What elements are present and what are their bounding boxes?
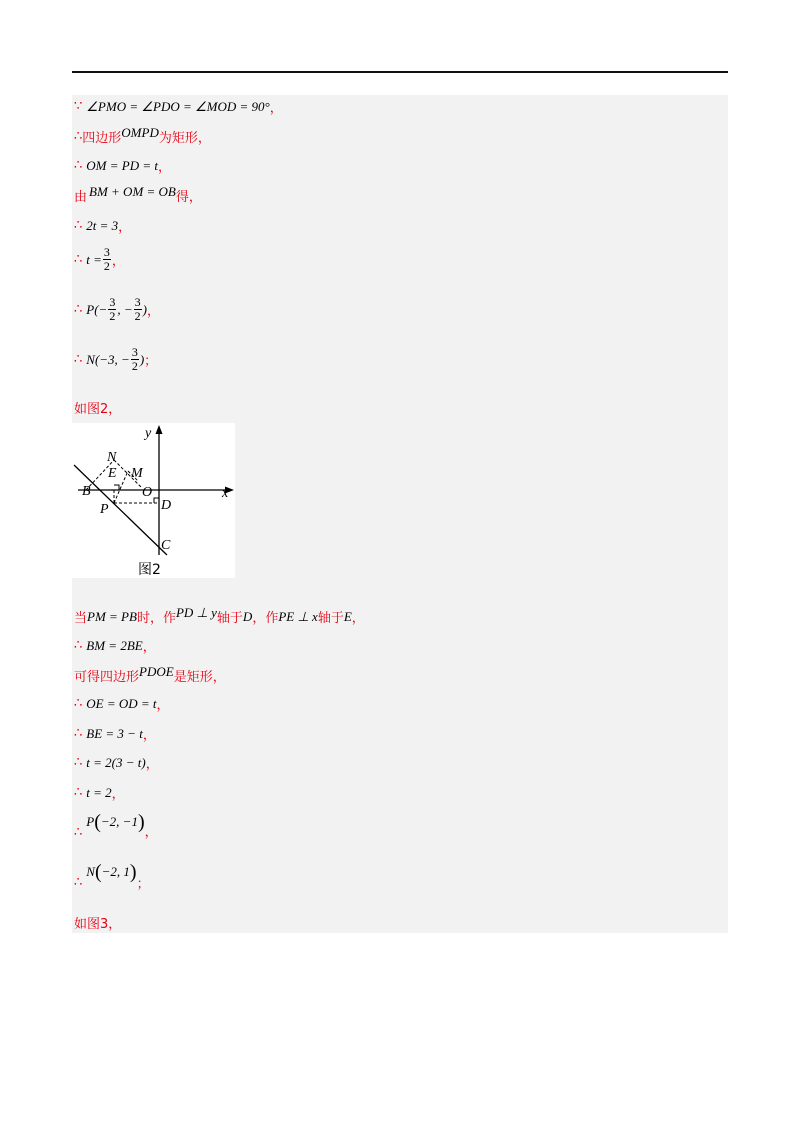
solution-line-2 [74, 124, 211, 146]
label-b: B [82, 484, 91, 499]
math-expression: t = [86, 251, 102, 267]
therefore-symbol: ∴ [74, 755, 83, 770]
fraction-numerator: 3 [134, 295, 141, 309]
fraction-denominator: 2 [109, 309, 116, 323]
math-expression: P(− [86, 301, 108, 317]
line-text: 是矩形， [173, 670, 226, 685]
geometry-figure-2 [72, 423, 235, 578]
punctuation: ， [269, 101, 283, 116]
figure-caption: 图2 [138, 562, 161, 578]
punctuation: ， [156, 698, 170, 713]
solution-line-18 [74, 861, 150, 892]
math-expression: ) [139, 351, 145, 367]
solution-line-14 [74, 724, 156, 743]
figure-reference: 如图3， [74, 917, 122, 932]
open-paren: ( [94, 861, 102, 883]
header-rule [72, 71, 728, 73]
line-text: 当 [74, 611, 88, 626]
solution-line-4 [74, 183, 202, 205]
solution-line-8 [74, 346, 157, 373]
line-text: 轴于 [317, 611, 344, 626]
line-text: 轴于 [216, 611, 243, 626]
close-paren: ) [137, 811, 145, 833]
punctuation: ， [142, 640, 156, 655]
math-expression: P [86, 814, 95, 829]
label-n: N [107, 450, 117, 465]
math-expression: , − [117, 301, 133, 317]
therefore-symbol: ∴ [74, 252, 83, 267]
solution-line-7 [74, 296, 160, 323]
solution-line-5 [74, 216, 131, 235]
solution-line-17 [74, 811, 158, 840]
math-expression: N [86, 864, 95, 879]
open-paren: ( [94, 811, 101, 833]
math-expression: PDOE [139, 663, 174, 679]
punctuation: ， [111, 254, 125, 269]
therefore-symbol: ∴ [74, 218, 83, 233]
fraction-numerator: 3 [109, 295, 116, 309]
punctuation: ， [145, 757, 159, 772]
line-text: 得， [175, 190, 202, 205]
therefore-symbol: ∴ [74, 874, 83, 890]
label-y: y [145, 426, 152, 441]
fraction [131, 346, 139, 373]
punctuation: ， [157, 160, 171, 175]
fraction-denominator: 2 [134, 309, 141, 323]
therefore-symbol: ∴ [74, 696, 83, 711]
right-angle-mark-e [114, 485, 119, 490]
punctuation: ； [136, 876, 150, 892]
figure-svg [72, 423, 235, 578]
therefore-symbol: ∴ [74, 129, 83, 144]
line-text: 为矩形， [158, 131, 211, 146]
punctuation: ， [144, 824, 158, 840]
math-expression: PE ⊥ x [278, 608, 318, 624]
line-text: ，作 [252, 611, 279, 626]
solution-line-13 [74, 694, 170, 713]
therefore-symbol: ∴ [74, 158, 83, 173]
math-expression: BE = 3 − t [86, 725, 143, 741]
line-text: 可得四边形 [74, 670, 140, 685]
math-expression: 2t = 3 [86, 217, 119, 233]
punctuation: ， [142, 728, 156, 743]
label-m: M [131, 466, 143, 481]
solution-line-15 [74, 753, 159, 772]
close-paren: ) [129, 861, 137, 883]
math-expression: BM + OM = OB [89, 183, 176, 199]
solution-line-19 [74, 913, 121, 932]
math-expression: OMPD [121, 124, 159, 140]
solution-line-12 [74, 663, 226, 685]
therefore-symbol: ∴ [74, 302, 83, 317]
math-expression: OE = OD = t [86, 695, 157, 711]
math-expression: PD ⊥ y [175, 604, 217, 620]
fraction-denominator: 2 [131, 359, 138, 373]
solution-line-1 [74, 97, 283, 116]
label-p: P [100, 502, 109, 517]
math-expression: ) [142, 301, 147, 317]
fraction [134, 296, 142, 323]
math-expression: ∠PMO = ∠PDO = ∠MOD = 90° [86, 98, 270, 114]
line-text: 四边形 [82, 131, 122, 146]
line-text: ， [351, 611, 365, 626]
math-expression: D [242, 608, 253, 624]
therefore-symbol: ∴ [74, 785, 83, 800]
math-expression: −2, −1 [100, 814, 138, 829]
line-bc [74, 465, 167, 555]
math-expression: OM = PD = t [86, 157, 158, 173]
right-angle-mark-d [154, 498, 159, 503]
figure-reference: 如图2， [74, 402, 122, 417]
math-expression: N(−3, − [86, 351, 130, 367]
fraction-denominator: 2 [103, 259, 110, 273]
label-e: E [108, 466, 117, 481]
math-expression: BM = 2BE [86, 637, 143, 653]
math-expression: t = 2(3 − t) [86, 754, 146, 770]
fraction-numerator: 3 [131, 345, 138, 359]
line-text: 时，作 [136, 611, 176, 626]
math-expression: t = 2 [86, 784, 112, 800]
solution-line-6 [74, 246, 125, 273]
solution-line-10 [74, 604, 365, 626]
fraction [108, 296, 116, 323]
punctuation: ， [118, 220, 132, 235]
label-d: D [161, 498, 172, 513]
y-axis-arrow [156, 425, 163, 434]
label-c: C [161, 538, 171, 553]
therefore-symbol: ∴ [74, 352, 83, 367]
fraction-numerator: 3 [103, 245, 110, 259]
because-symbol: ∵ [74, 99, 83, 114]
math-expression: −2, 1 [101, 864, 130, 879]
punctuation: ， [146, 304, 160, 319]
fraction [103, 246, 111, 273]
solution-line-11 [74, 636, 156, 655]
solution-line-16 [74, 783, 125, 802]
math-expression: PM = PB [87, 608, 137, 624]
solution-line-9 [74, 398, 121, 417]
therefore-symbol: ∴ [74, 638, 83, 653]
punctuation: ， [111, 787, 125, 802]
solution-line-3 [74, 156, 171, 175]
math-expression: E [343, 608, 352, 624]
therefore-symbol: ∴ [74, 824, 83, 840]
punctuation: ； [144, 354, 158, 369]
line-text: 由 [74, 190, 88, 205]
label-x: x [222, 486, 229, 501]
label-o: O [142, 485, 153, 500]
therefore-symbol: ∴ [74, 726, 83, 741]
